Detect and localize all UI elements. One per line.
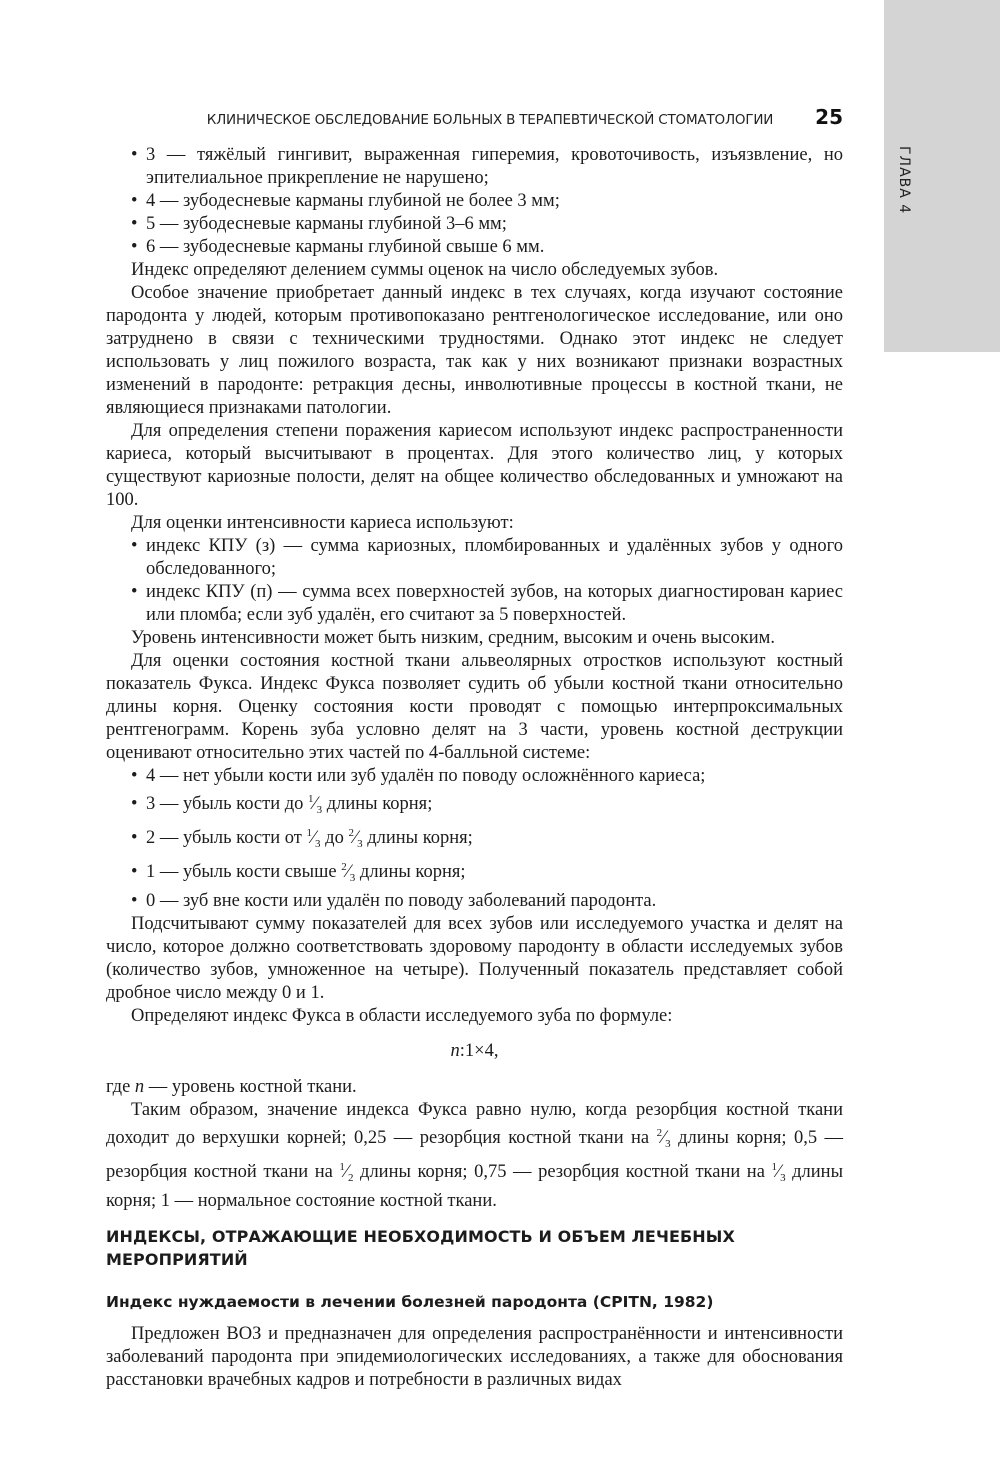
subsection-heading: Индекс нуждаемости в лечении болезней пародонта (CPITN, 1982) (106, 1293, 714, 1311)
list-item: • индекс КПУ (п) — сумма всех поверхностей зубов, на которых диагностирован кариес или пломба; если зуб удалён, его считают за 5 поверхностей. (131, 582, 843, 625)
paragraph-fuchs-summation: Подсчитывают сумму показателей для всех зубов или исследуемого участка и делят на число, которое должно соответствовать здоровому пародонту в области исследуемых зубов (количество зубов, умноженное на четыре). Полученный показатель представляет собой дробное число между 0 и 1. (106, 914, 843, 1003)
gum-scale-list (106, 144, 843, 259)
paragraph-index-calculation: Индекс определяют делением суммы оценок на число обследуемых зубов. (131, 260, 719, 280)
paragraph-fuchs-values: Таким образом, значение индекса Фукса равно нулю, когда резорбция костной ткани доходит до верхушки корней; 0,25 — резорбция костной ткани на $^2⁄_3$ длины корня; 0,5 — резорбция костной ткани на $^1⁄_2$ длины корня; 0,75 — резорбция костной ткани на $^1⁄_3$ длины корня; 1 — нормальное состояние костной ткани. (106, 1100, 844, 1211)
paragraph-formula-intro: Определяют индекс Фукса в области исследуемого зуба по формуле: (131, 1006, 673, 1026)
fraction-two-thirds: $^2⁄_3$ (656, 1127, 671, 1150)
paragraph-index-significance: Особое значение приобретает данный индекс в тех случаях, когда изучают состояние пародонта у людей, которым противопоказано рентгенологическое исследование, или оно затруднено в связи с техническими трудностями. Однако этот индекс не следует использовать у лиц пожилого возраста, так как у них возникают признаки возрастных изменений в пародонте: ретракция десны, инволютивные процессы в костной ткани, не являющиеся признаками патологии. (106, 283, 843, 418)
paragraph-fuchs-index: Для оценки состояния костной ткани альвеолярных отростков используют костный показатель Фукса. Индекс Фукса позволяет судить об убыли костной ткани относительно длины корня. Оценку состояния кости проводят с помощью интерпроксимальных рентгенограмм. Корень зуба условно делят на 3 части, уровень костной деструкции оценивают относительно этих частей по 4-балльной системе: (106, 651, 843, 763)
paragraph-formula-legend: где n — уровень костной ткани. (106, 1077, 357, 1097)
paragraph-intensity-levels: Уровень интенсивности может быть низким, средним, высоким и очень высоким. (131, 628, 776, 648)
list-item: • 5 — зубодесневые карманы глубиной 3–6 мм; (131, 214, 507, 234)
kpu-index-list (106, 535, 843, 627)
chapter-label: ГЛАВА 4 (896, 146, 912, 215)
paragraph-caries-prevalence: Для определения степени поражения кариесом используют индекс распространенности кариеса, который высчитывают в процентах. Для этого количество лиц, у которых существуют кариозные полости, делят на общее количество обследованных и умножают на 100. (106, 421, 843, 510)
paragraph-caries-intensity-intro: Для оценки интенсивности кариеса используют: (131, 513, 514, 533)
list-item: • 6 — зубодесневые карманы глубиной свыше 6 мм. (131, 237, 545, 257)
list-item: • 2 — убыль кости от $^1⁄_3$ до $^2⁄_3$ длины корня; (131, 827, 473, 850)
list-item: • 3 — убыль кости до $^1⁄_3$ длины корня; (131, 793, 433, 816)
list-item: • 1 — убыль кости свыше $^2⁄_3$ длины корня; (131, 861, 466, 884)
page-body (106, 144, 843, 1392)
list-item: • индекс КПУ (з) — сумма кариозных, пломбированных и удалённых зубов у одного обследованного; (131, 536, 843, 579)
fraction-two-thirds: $^2⁄_3$ (341, 861, 356, 884)
running-header (106, 105, 843, 129)
section-heading: ИНДЕКСЫ, ОТРАЖАЮЩИЕ НЕОБХОДИМОСТЬ И ОБЪЕМ ЛЕЧЕБНЫХ МЕРОПРИЯТИЙ (106, 1227, 735, 1269)
list-item: • 0 — зуб вне кости или удалён по поводу заболеваний пародонта. (131, 891, 657, 911)
running-title: КЛИНИЧЕСКОЕ ОБСЛЕДОВАНИЕ БОЛЬНЫХ В ТЕРАПЕВТИЧЕСКОЙ СТОМАТОЛОГИИ (206, 112, 774, 128)
page-number: 25 (815, 105, 843, 129)
fuchs-scale-list (106, 765, 843, 913)
list-item: • 3 — тяжёлый гингивит, выраженная гиперемия, кровоточивость, изъязвление, но эпителиальное прикрепление не нарушено; (131, 145, 843, 188)
fraction-two-thirds: $^2⁄_3$ (348, 827, 363, 850)
fuchs-formula: n:1×4, (450, 1041, 499, 1061)
fraction-one-third: $^1⁄_3$ (771, 1161, 786, 1184)
fraction-one-half: $^1⁄_2$ (339, 1161, 354, 1184)
list-item: • 4 — зубодесневые карманы глубиной не более 3 мм; (131, 191, 560, 211)
fraction-one-third: $^1⁄_3$ (308, 793, 323, 816)
fraction-one-third: $^1⁄_3$ (306, 827, 321, 850)
paragraph-cpitn-description: Предложен ВОЗ и предназначен для определения распространённости и интенсивности заболеваний пародонта при эпидемиологических исследованиях, а также для обоснования расстановки врачебных кадров и потребности в различных видах (106, 1324, 843, 1390)
list-item: • 4 — нет убыли кости или зуб удалён по поводу осложнённого кариеса; (131, 766, 706, 786)
